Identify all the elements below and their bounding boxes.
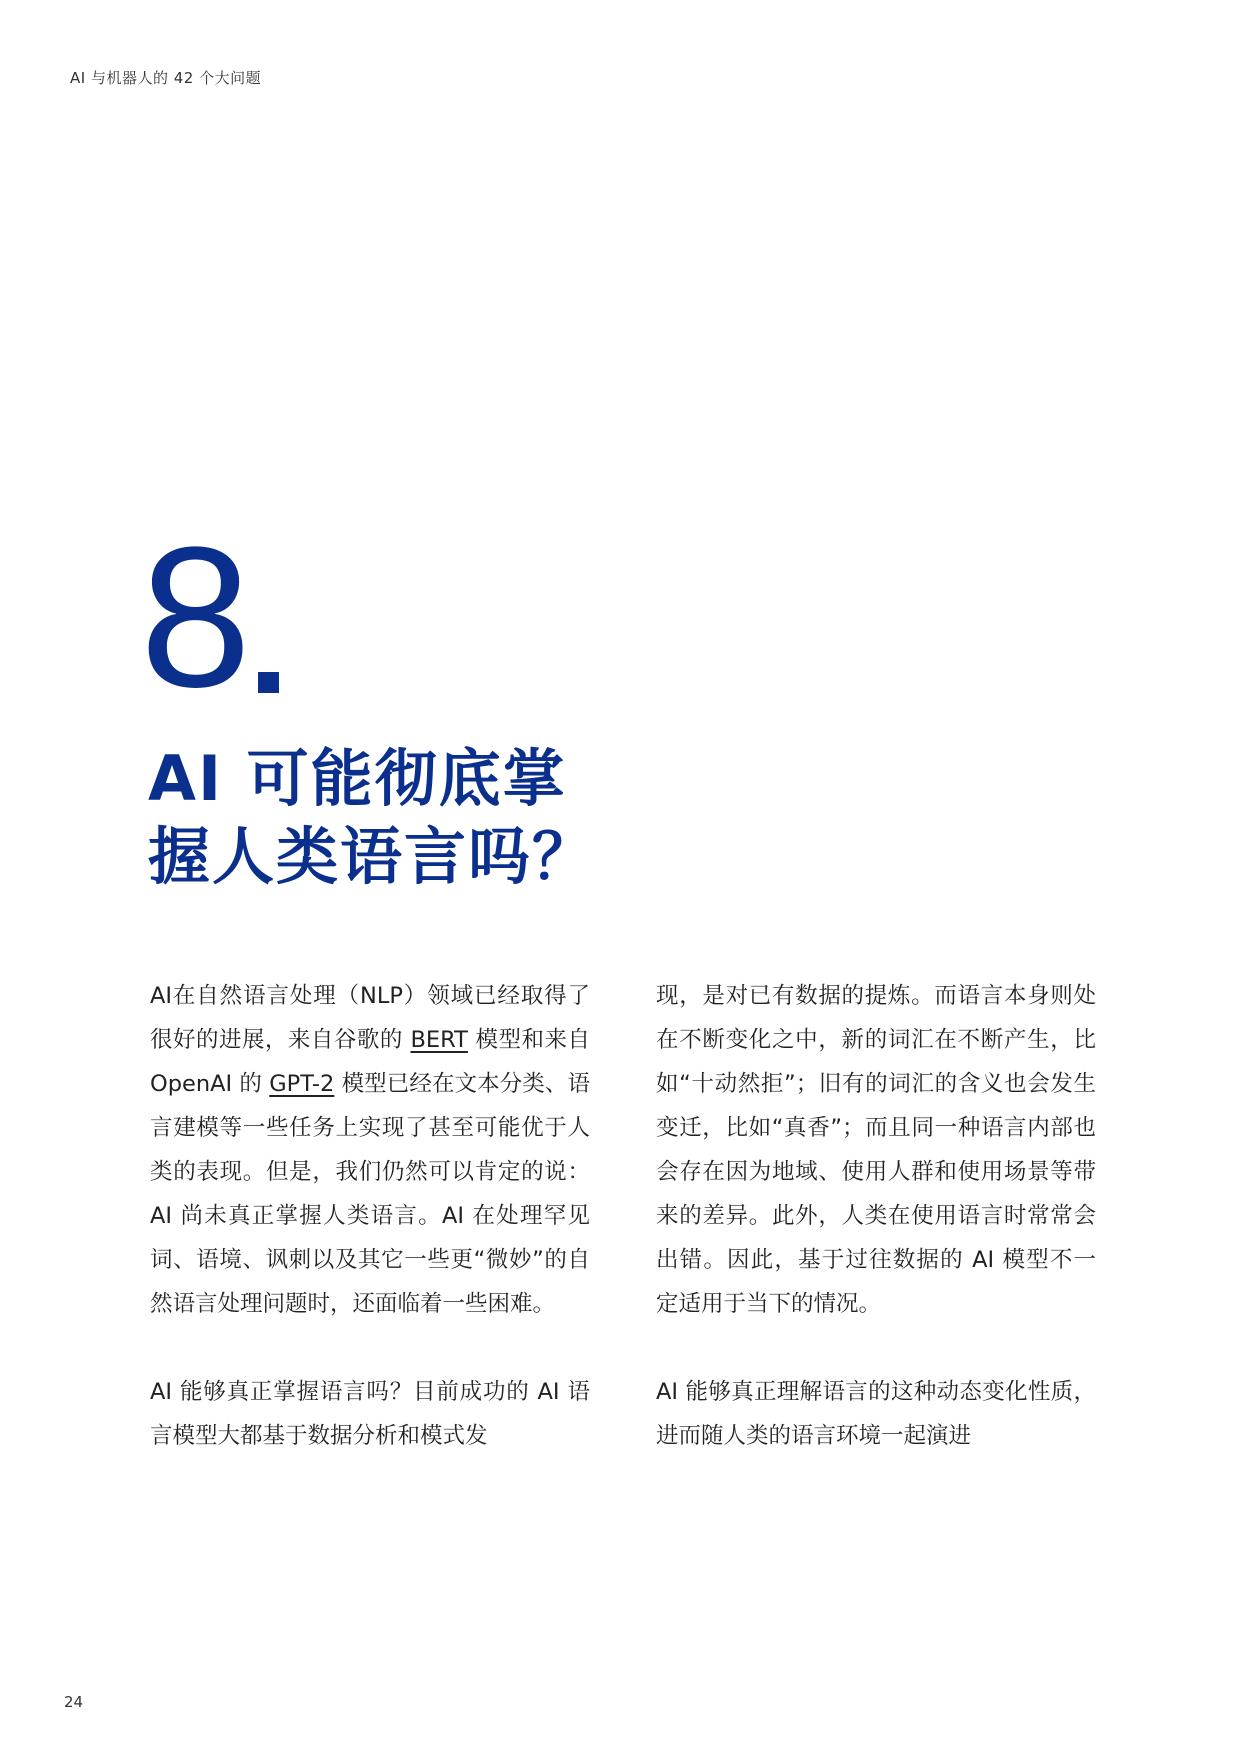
page-number: 24 bbox=[64, 1693, 84, 1711]
chapter-number: 8 bbox=[140, 506, 252, 729]
chapter-number-dot bbox=[258, 672, 279, 693]
body-paragraph bbox=[150, 974, 590, 1326]
body-text: 模型和来自 OpenAI 的 bbox=[150, 1027, 590, 1097]
gpt2-link[interactable]: GPT-2 bbox=[269, 1071, 335, 1097]
body-paragraph: AI 能够真正掌握语言吗？目前成功的 AI 语言模型大都基于数据分析和模式发 bbox=[150, 1379, 590, 1449]
body-column-left bbox=[150, 974, 590, 1502]
body-text: AI在自然语言处理（NLP）领域已经取得了很好的进展，来自谷歌的 bbox=[150, 983, 590, 1053]
chapter-title-line-1: AI 可能彻底掌 bbox=[148, 742, 567, 815]
body-column-right bbox=[656, 974, 1096, 1502]
body-paragraph: 现，是对已有数据的提炼。而语言本身则处在不断变化之中，新的词汇在不断产生，比如“十动然拒”；旧有的词汇的含义也会发生变迁，比如“真香”；而且同一种语言内部也会存在因为地域、使用人群和使用场景等带来的差异。此外，人类在使用语言时常常会出错。因此，基于过往数据的 AI 模型不一定适用于当下的情况。 bbox=[656, 983, 1096, 1317]
body-paragraph: AI 能够真正理解语言的这种动态变化性质，进而随人类的语言环境一起演进 bbox=[656, 1379, 1096, 1449]
chapter-title-line-2: 握人类语言吗？ bbox=[148, 820, 597, 893]
running-header: AI 与机器人的 42 个大问题 bbox=[70, 69, 262, 87]
body-text: 模型已经在文本分类、语言建模等一些任务上实现了甚至可能优于人类的表现。但是，我们仍然可以肯定的说：AI 尚未真正掌握人类语言。AI 在处理罕见词、语境、讽刺以及其它一些更“微妙”的自然语言处理问题时，还面临着一些困难。 bbox=[150, 1071, 590, 1317]
chapter-title bbox=[148, 740, 668, 896]
bert-link[interactable]: BERT bbox=[410, 1027, 468, 1053]
